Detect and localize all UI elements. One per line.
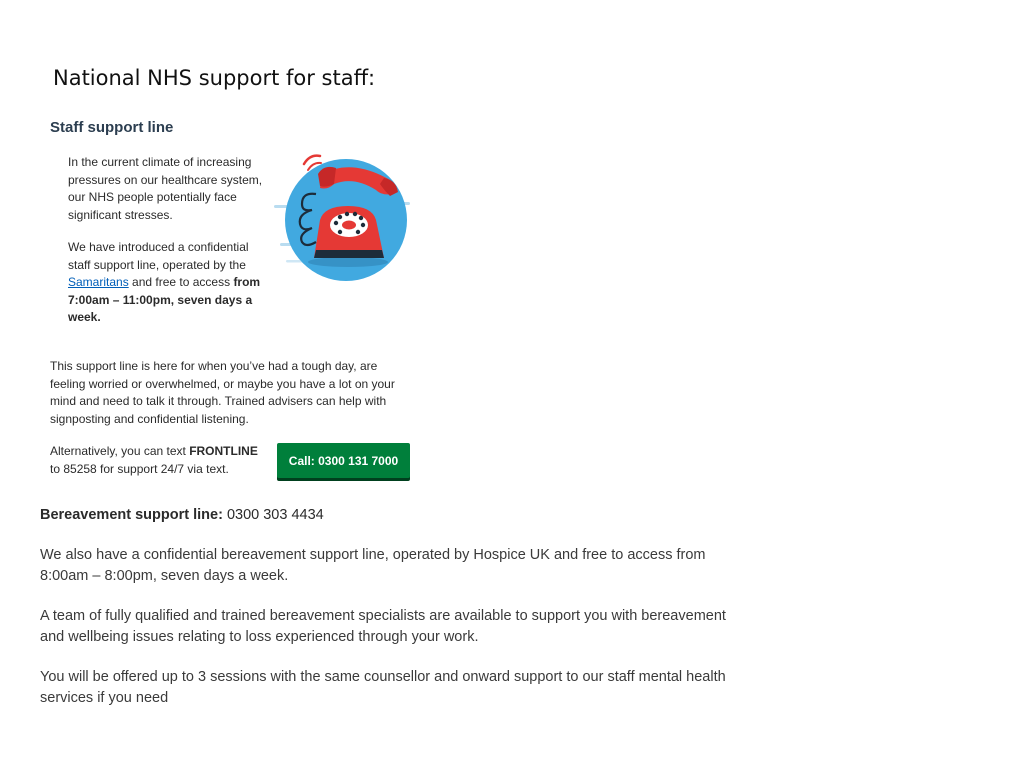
bereavement-paragraph-sessions: You will be offered up to 3 sessions with the same counsellor and onward support to our staff mental health services if you need — [40, 669, 726, 706]
frontline-keyword: FRONTLINE — [189, 444, 258, 458]
intro-paragraph-pressures: In the current climate of increasing pressures on our healthcare system, our NHS people potentially face significant stresses. — [68, 155, 263, 222]
bereavement-label: Bereavement support line: — [40, 507, 223, 523]
staff-support-heading: Staff support line — [50, 119, 174, 136]
intro-text-a: We have introduced a confidential staff support line, operated by the — [68, 240, 249, 272]
bereavement-support-line — [40, 507, 324, 523]
text-support-paragraph — [50, 443, 270, 478]
intro-paragraph-confidential-line — [68, 239, 268, 327]
opening-hours: from 7:00am – 11:00pm, seven days a week. — [68, 275, 261, 324]
bereavement-paragraph-specialists: A team of fully qualified and trained bereavement specialists are available to support you with bereavement and wellbeing issues relating to loss experienced through your work. — [40, 608, 726, 645]
samaritans-link[interactable]: Samaritans — [68, 275, 129, 289]
text-alt-b: to 85258 for support 24/7 via text. — [50, 461, 229, 476]
call-staff-line-button[interactable]: Call: 0300 131 7000 — [277, 443, 410, 478]
bereavement-number: 0300 303 4434 — [222, 507, 324, 523]
tough-day-paragraph: This support line is here for when you’ve had a tough day, are feeling worried or overwhelmed, or maybe you have a lot on your mind and need to talk it through. Trained advisers can help with signposting and confidential listening. — [50, 359, 395, 426]
staff-support-intro — [68, 154, 268, 342]
intro-text-b: and free to access — [128, 275, 234, 289]
text-alt-a: Alternatively, you can text — [50, 444, 190, 458]
bereavement-paragraph-hospice: We also have a confidential bereavement support line, operated by Hospice UK and free to access from 8:00am – 8:00pm, seven days a week. — [40, 547, 706, 584]
red-telephone-icon — [272, 150, 412, 285]
slide-title: National NHS support for staff: — [53, 66, 376, 90]
